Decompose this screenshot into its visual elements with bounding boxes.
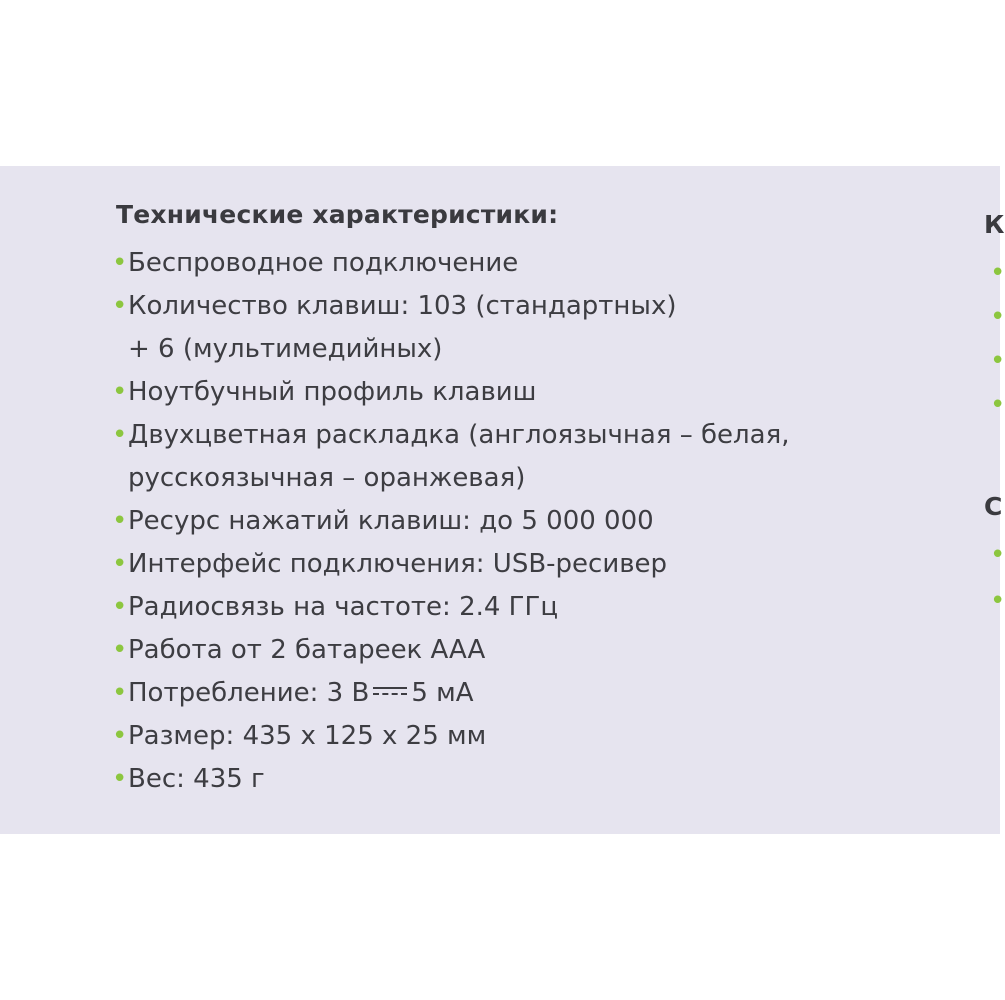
spec-item-key-profile [112, 371, 789, 414]
bullet-icon: • [112, 377, 128, 407]
bullet-icon: • [112, 420, 128, 450]
spec-text-line2: русскоязычная – оранжевая) [128, 463, 526, 493]
spec-text [128, 414, 789, 500]
spec-item-layout [112, 414, 789, 500]
bullet-icon: • [990, 540, 1005, 570]
right-column-clipped [984, 166, 1005, 834]
right-heading-1: К [984, 210, 1005, 239]
spec-item-weight [112, 758, 789, 801]
spec-item-wireless [112, 242, 789, 285]
spec-text: Вес: 435 г [128, 764, 265, 794]
spec-text: Ноутбучный профиль клавиш [128, 377, 537, 407]
bullet-icon: • [112, 248, 128, 278]
right-heading-2: С [984, 492, 1003, 521]
spec-text-before: Потребление: 3 В [128, 678, 370, 708]
bullet-icon: • [990, 390, 1005, 420]
dc-current-icon [373, 685, 407, 697]
bullet-icon: • [112, 721, 128, 751]
spec-text [128, 285, 677, 371]
bullet-icon: • [112, 506, 128, 536]
spec-text: Ресурс нажатий клавиш: до 5 000 000 [128, 506, 654, 536]
bullet-icon: • [112, 678, 128, 708]
spec-item-batteries [112, 629, 789, 672]
spec-text-line2: + 6 (мультимедийных) [128, 334, 443, 364]
spec-text [128, 672, 474, 715]
bullet-icon: • [112, 635, 128, 665]
spec-item-size [112, 715, 789, 758]
specs-list [112, 242, 789, 801]
bullet-icon: • [990, 302, 1005, 332]
spec-text: Беспроводное подключение [128, 248, 519, 278]
bullet-icon: • [112, 592, 128, 622]
specs-panel [0, 166, 1005, 834]
spec-item-interface [112, 543, 789, 586]
spec-item-consumption [112, 672, 789, 715]
spec-text: Интерфейс подключения: USB-ресивер [128, 549, 668, 579]
spec-text: Работа от 2 батареек AAA [128, 635, 486, 665]
spec-item-key-count [112, 285, 789, 371]
bullet-icon: • [990, 258, 1005, 288]
spec-text-line1: Двухцветная раскладка (англоязычная – белая, [128, 420, 790, 450]
spec-text: Размер: 435 x 125 x 25 мм [128, 721, 487, 751]
spec-text-line1: Количество клавиш: 103 (стандартных) [128, 291, 677, 321]
bullet-icon: • [990, 586, 1005, 616]
spec-text-after: 5 мА [411, 678, 474, 708]
bullet-icon: • [990, 346, 1005, 376]
spec-item-key-resource [112, 500, 789, 543]
spec-item-frequency [112, 586, 789, 629]
bullet-icon: • [112, 764, 128, 794]
spec-text: Радиосвязь на частоте: 2.4 ГГц [128, 592, 559, 622]
specs-title: Технические характеристики: [116, 200, 559, 229]
bullet-icon: • [112, 549, 128, 579]
bullet-icon: • [112, 291, 128, 321]
